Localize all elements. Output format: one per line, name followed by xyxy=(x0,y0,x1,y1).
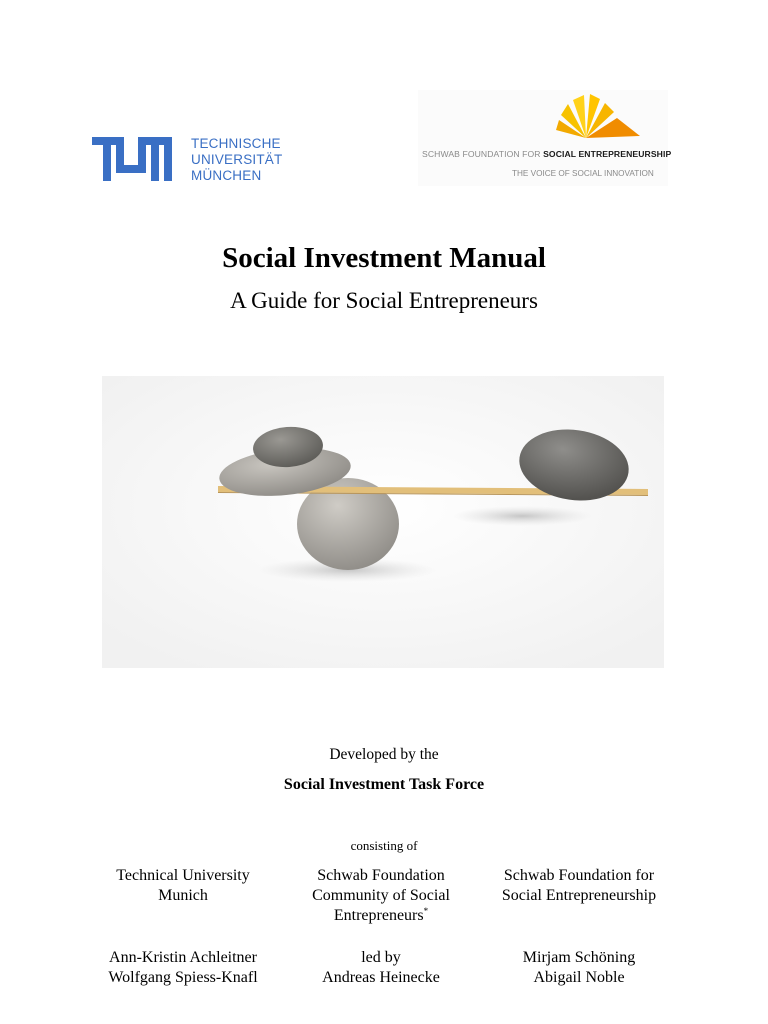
led-by-label: led by xyxy=(361,949,401,966)
sunburst-icon xyxy=(418,90,668,146)
org-technical-university xyxy=(93,866,273,906)
org-line xyxy=(291,906,471,926)
people-tum xyxy=(93,948,273,988)
document-title: Social Investment Manual xyxy=(222,242,546,274)
people-foundation xyxy=(483,948,675,988)
person-name: Abigail Noble xyxy=(533,969,625,986)
org-line: Community of Social xyxy=(312,887,450,904)
footnote-marker: * xyxy=(423,906,429,916)
schwab-tagline: THE VOICE OF SOCIAL INNOVATION xyxy=(512,169,654,178)
schwab-bold: SOCIAL ENTREPRENEURSHIP xyxy=(543,149,672,159)
task-force-name: Social Investment Task Force xyxy=(283,776,485,793)
people-community xyxy=(291,948,471,988)
org-line: Munich xyxy=(158,887,208,904)
tum-line-2: UNIVERSITÄT xyxy=(191,152,283,167)
org-line: Schwab Foundation for xyxy=(503,867,655,884)
person-name: Mirjam Schöning xyxy=(522,949,636,966)
org-line: Social Entrepreneurship xyxy=(501,887,657,904)
developed-by-label: Developed by the xyxy=(329,746,439,763)
document-subtitle: A Guide for Social Entrepreneurs xyxy=(230,288,538,313)
org-schwab-community xyxy=(291,866,471,926)
tum-line-3: MÜNCHEN xyxy=(191,168,262,183)
schwab-line-1 xyxy=(422,149,671,159)
person-name: Andreas Heinecke xyxy=(322,969,440,986)
consisting-of-label: consisting of xyxy=(350,838,418,853)
org-line: Technical University xyxy=(116,867,250,884)
org-line: Schwab Foundation xyxy=(317,867,445,884)
org-schwab-foundation xyxy=(483,866,675,906)
person-name: Ann-Kristin Achleitner xyxy=(109,949,257,966)
balanced-stones-photo xyxy=(102,376,664,668)
schwab-foundation-logo xyxy=(418,90,672,186)
schwab-prefix: SCHWAB FOUNDATION FOR xyxy=(422,149,544,159)
tum-logo xyxy=(92,136,283,184)
person-name: Wolfgang Spiess-Knafl xyxy=(108,969,258,986)
tum-wordmark xyxy=(191,136,282,184)
tum-logo-mark xyxy=(92,136,182,184)
org-line-text: Entrepreneurs xyxy=(333,907,424,924)
tum-line-1: TECHNISCHE xyxy=(191,136,281,151)
